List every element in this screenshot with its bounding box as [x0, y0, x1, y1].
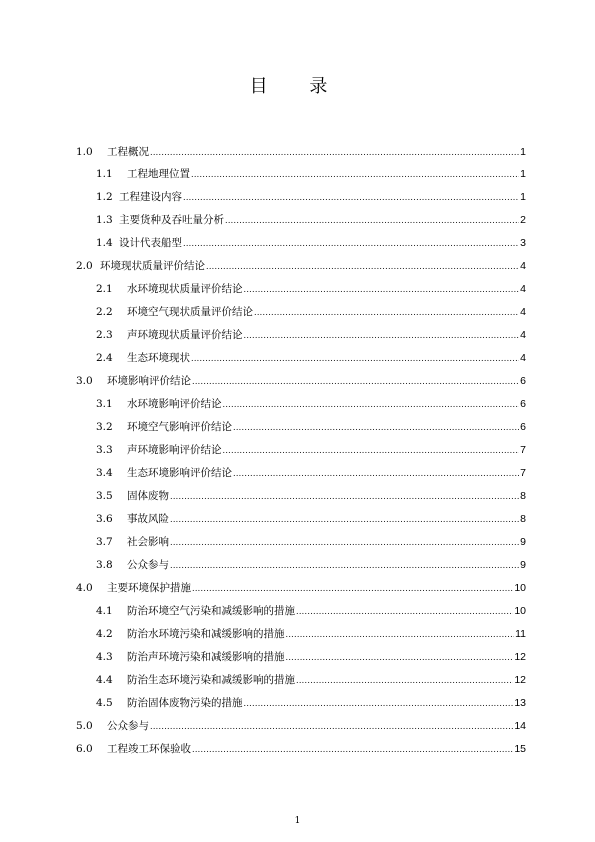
toc-entry-number: 2.0: [76, 260, 93, 272]
toc-entry-page: 7: [520, 467, 526, 479]
toc-entry-number: 4.5: [96, 697, 113, 709]
toc-entry[interactable]: [76, 739, 526, 759]
toc-entry-text: 主要环境保护措施: [107, 582, 191, 594]
toc-entry[interactable]: [96, 624, 526, 644]
toc-entry-number: 4.3: [96, 651, 113, 663]
toc-entry-number: 3.5: [96, 490, 113, 502]
toc-entry-page: 7: [520, 444, 526, 456]
toc-entry-page: 1: [520, 191, 526, 203]
toc-leader: [223, 440, 520, 461]
toc-entry-number: 6.0: [76, 743, 93, 755]
toc-leader: [244, 325, 520, 346]
toc-entry-number: 1.3: [96, 214, 113, 226]
toc-entry-page: 11: [515, 628, 526, 640]
toc-entry[interactable]: [96, 348, 526, 368]
toc-entry-text: 水环境影响评价结论: [127, 398, 222, 410]
toc-entry-number: 1.2: [96, 191, 113, 203]
toc-entry-page: 10: [514, 582, 526, 594]
toc-entry-number: 1.4: [96, 237, 113, 249]
toc-leader: [233, 417, 519, 438]
toc-entry[interactable]: [96, 210, 526, 230]
toc-entry[interactable]: [76, 142, 526, 162]
toc-entry-text: 事故风险: [127, 513, 169, 525]
toc-entry-number: 4.0: [76, 582, 93, 594]
toc-entry-text: 声环境现状质量评价结论: [127, 329, 243, 341]
toc-entry[interactable]: [76, 578, 526, 598]
toc-entry-number: 3.3: [96, 444, 113, 456]
toc-entry-number: 4.1: [96, 605, 113, 617]
toc-leader: [150, 716, 513, 737]
toc-entry-number: 1.0: [76, 146, 93, 158]
toc-entry-page: 6: [520, 398, 526, 410]
toc-entry[interactable]: [96, 440, 526, 460]
toc-entry-number: 3.4: [96, 467, 113, 479]
toc-entry-page: 9: [520, 559, 526, 571]
toc-entry-text: 防治固体废物污染的措施: [127, 697, 243, 709]
toc-entry[interactable]: [96, 532, 526, 552]
toc-entry-number: 4.2: [96, 628, 113, 640]
toc-entry-page: 4: [520, 306, 526, 318]
toc-entry-number: 3.6: [96, 513, 113, 525]
toc-entry-page: 6: [520, 421, 526, 433]
toc-entry-page: 1: [520, 146, 526, 158]
toc-entry-text: 公众参与: [127, 559, 169, 571]
toc-leader: [296, 601, 513, 622]
toc-entry-page: 8: [520, 490, 526, 502]
toc-entry-number: 3.8: [96, 559, 113, 571]
toc-entry-text: 防治环境空气污染和减缓影响的措施: [127, 605, 295, 617]
toc-entry[interactable]: [96, 486, 526, 506]
toc-entry[interactable]: [96, 509, 526, 529]
toc-entry-number: 3.2: [96, 421, 113, 433]
toc-entry-text: 固体废物: [127, 490, 169, 502]
toc-entry-number: 3.0: [76, 375, 93, 387]
toc-leader: [254, 302, 519, 323]
toc-entry-number: 1.1: [96, 168, 113, 180]
toc-entry-text: 环境空气影响评价结论: [127, 421, 232, 433]
toc-leader: [170, 486, 519, 507]
toc-entry[interactable]: [96, 394, 526, 414]
toc-entry-page: 4: [520, 283, 526, 295]
toc-leader: [170, 555, 519, 576]
toc-leader: [183, 187, 519, 208]
page-number-footer: 1: [294, 816, 301, 826]
toc-leader: [225, 210, 519, 231]
toc-leader: [233, 463, 519, 484]
toc-entry-page: 4: [520, 352, 526, 364]
toc-entry[interactable]: [96, 693, 526, 713]
toc-leader: [192, 371, 519, 392]
toc-entry-text: 环境空气现状质量评价结论: [127, 306, 253, 318]
toc-leader: [191, 164, 519, 185]
toc-entry-number: 4.4: [96, 674, 113, 686]
toc-leader: [296, 670, 513, 691]
toc-entry-page: 4: [520, 260, 526, 272]
toc-entry[interactable]: [96, 601, 526, 621]
toc-entry-text: 工程建设内容: [119, 191, 182, 203]
toc-entry-number: 2.2: [96, 306, 113, 318]
toc-entry[interactable]: [96, 555, 526, 575]
toc-entry-text: 设计代表船型: [119, 237, 182, 249]
toc-entry-text: 工程竣工环保验收: [107, 743, 191, 755]
toc-entry-text: 声环境影响评价结论: [127, 444, 222, 456]
toc-entry-page: 15: [514, 743, 526, 755]
toc-entry-text: 环境现状质量评价结论: [100, 260, 205, 272]
toc-entry[interactable]: [96, 417, 526, 437]
toc-entry-page: 4: [520, 329, 526, 341]
toc-entry[interactable]: [76, 371, 526, 391]
toc-entry-page: 14: [514, 720, 526, 732]
toc-entry[interactable]: [96, 233, 526, 253]
toc-leader: [192, 578, 513, 599]
toc-entry[interactable]: [96, 647, 526, 667]
toc-entry[interactable]: [96, 463, 526, 483]
toc-entry-number: 2.3: [96, 329, 113, 341]
toc-entry-number: 3.1: [96, 398, 113, 410]
toc-entry-number: 2.4: [96, 352, 113, 364]
toc-leader: [286, 624, 515, 645]
toc-entry[interactable]: [96, 325, 526, 345]
toc-leader: [183, 233, 519, 254]
toc-entry[interactable]: [96, 279, 526, 299]
toc-entry-page: 3: [520, 237, 526, 249]
toc-entry-text: 防治生态环境污染和减缓影响的措施: [127, 674, 295, 686]
toc-entry-text: 防治水环境污染和减缓影响的措施: [127, 628, 285, 640]
toc-entry-text: 主要货种及吞吐量分析: [119, 214, 224, 226]
toc-entry-page: 2: [520, 214, 526, 226]
toc-entry-text: 工程概况: [107, 146, 149, 158]
toc-entry[interactable]: [76, 256, 526, 276]
toc-entry-page: 13: [514, 697, 526, 709]
toc-entry-text: 公众参与: [107, 720, 149, 732]
toc-entry-text: 水环境现状质量评价结论: [127, 283, 243, 295]
toc-leader: [192, 739, 513, 760]
toc-leader: [206, 256, 519, 277]
toc-entry-text: 工程地理位置: [127, 168, 190, 180]
toc-entry-text: 环境影响评价结论: [107, 375, 191, 387]
toc-entry[interactable]: [96, 302, 526, 322]
toc-entry-page: 8: [520, 513, 526, 525]
toc-entry-page: 12: [514, 651, 526, 663]
toc-entry-number: 3.7: [96, 536, 113, 548]
toc-entry-page: 10: [514, 605, 526, 617]
toc-entry[interactable]: [76, 716, 526, 736]
toc-leader: [286, 647, 514, 668]
toc-entry[interactable]: [96, 164, 526, 184]
toc-entry-text: 生态环境影响评价结论: [127, 467, 232, 479]
toc-leader: [150, 142, 519, 163]
toc-entry-text: 社会影响: [127, 536, 169, 548]
toc-leader: [244, 279, 520, 300]
toc-leader: [244, 693, 514, 714]
toc-entry-page: 1: [520, 168, 526, 180]
toc-entry-page: 12: [514, 674, 526, 686]
toc-entry-page: 9: [520, 536, 526, 548]
toc-leader: [191, 348, 519, 369]
toc-entry-text: 生态环境现状: [127, 352, 190, 364]
toc-entry[interactable]: [96, 187, 526, 207]
toc-entry-text: 防治声环境污染和减缓影响的措施: [127, 651, 285, 663]
toc-entry-page: 6: [520, 375, 526, 387]
toc-entry-number: 5.0: [76, 720, 93, 732]
toc-entry[interactable]: [96, 670, 526, 690]
page-title: 目 录: [249, 76, 346, 97]
toc-leader: [170, 509, 519, 530]
toc-leader: [170, 532, 519, 553]
toc-leader: [223, 394, 520, 415]
toc-entry-number: 2.1: [96, 283, 113, 295]
